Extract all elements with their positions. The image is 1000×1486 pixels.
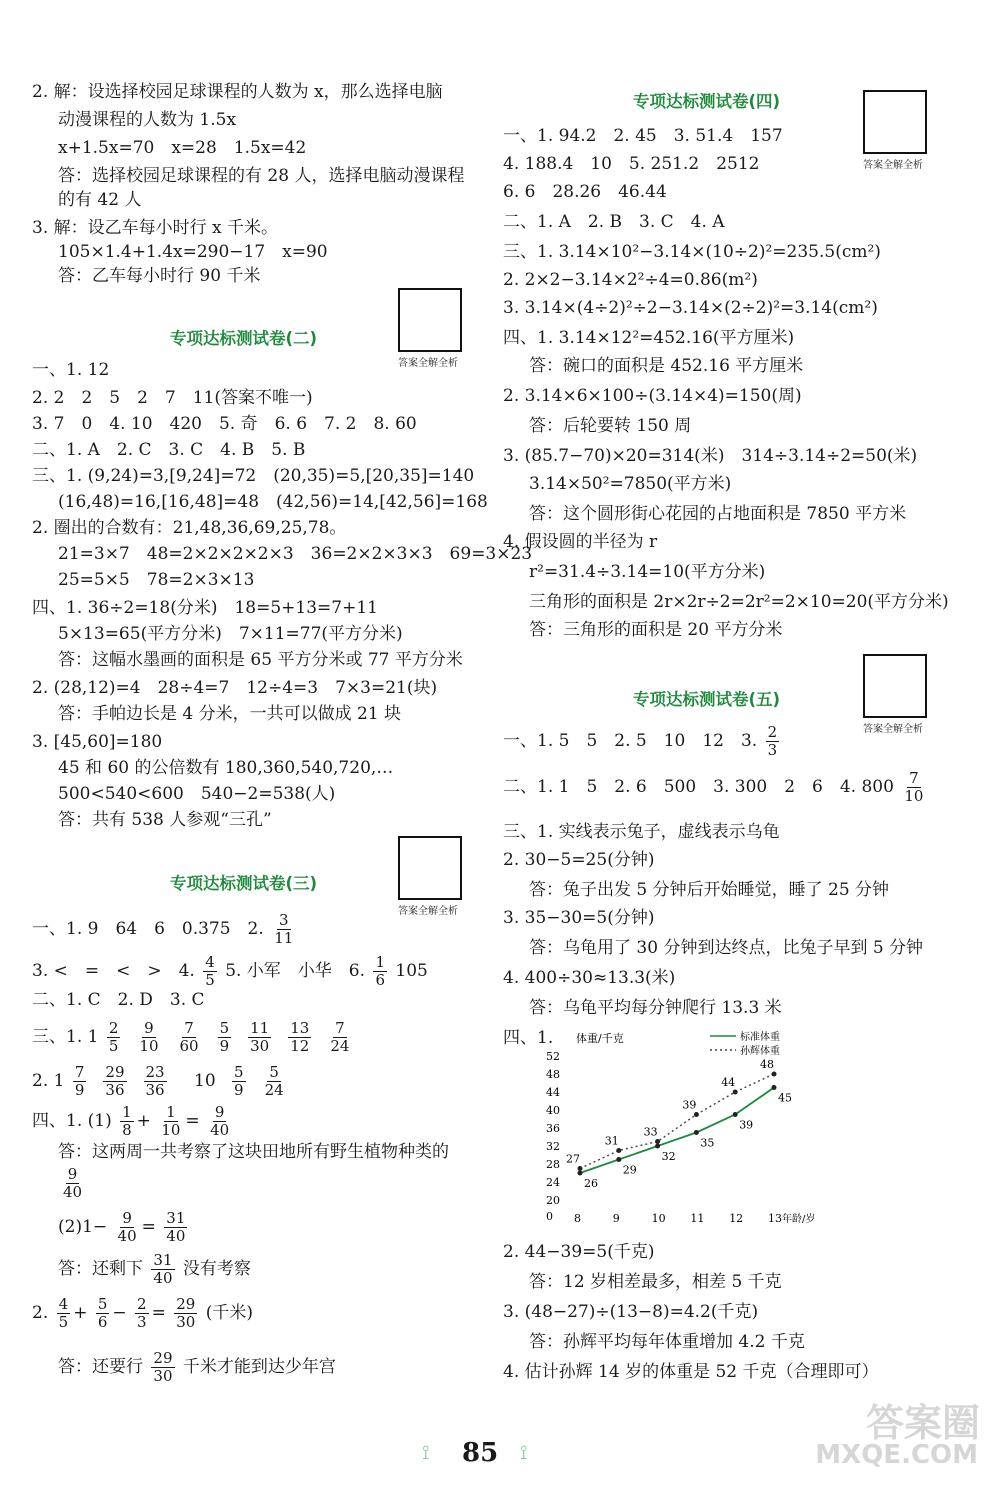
text-line: 3. 3.14×(4÷2)²÷2−3.14×(2÷2)²=3.14(cm²) bbox=[503, 298, 878, 318]
text-line: 答：共有 538 人参观“三孔” bbox=[58, 810, 272, 830]
data-label: 26 bbox=[584, 1177, 598, 1190]
watermark-url: MXQE.COM bbox=[815, 1440, 978, 1470]
data-label: 48 bbox=[760, 1058, 774, 1071]
text-line: 答：乌龟平均每分钟爬行 13.3 米 bbox=[529, 998, 782, 1018]
data-point bbox=[733, 1112, 738, 1117]
text-line: 答：12 岁相差最多，相差 5 千克 bbox=[529, 1272, 782, 1292]
text-line: 4. 估计孙辉 14 岁的体重是 52 千克（合理即可） bbox=[503, 1362, 879, 1382]
text-line: 答：手帕边长是 4 分米，一共可以做成 21 块 bbox=[58, 704, 402, 724]
fraction: $\frac{31}{40}$ bbox=[166, 1209, 186, 1245]
text-line: 2. $\frac{4}{5}$ + $\frac{5}{6}$ − $\frac{2}{3}$ = $\frac{29}{30}$ (千米) bbox=[32, 1295, 254, 1331]
text-line: 一、1. 5 5 2. 5 10 12 3. $\frac{2}{3}$ bbox=[503, 723, 778, 759]
text-line: 答：选择校园足球课程的有 28 人，选择电脑动漫课程 bbox=[58, 166, 465, 186]
fraction: $\frac{2}{3}$ bbox=[137, 1295, 147, 1331]
text-line: 答：还剩下 $\frac{31}{40}$ 没有考察 bbox=[58, 1251, 251, 1287]
qr-icon bbox=[863, 90, 927, 154]
data-label: 39 bbox=[739, 1118, 754, 1132]
fraction: $\frac{5}{24}$ bbox=[264, 1063, 284, 1099]
text-line: 的有 42 人 bbox=[58, 190, 142, 210]
text-line: 2. 解：设选择校园足球课程的人数为 x，那么选择电脑 bbox=[32, 82, 443, 102]
x-tick-label: 11 bbox=[690, 1212, 705, 1225]
text-line: 答：还要行 $\frac{29}{30}$ 千米才能到达少年宫 bbox=[58, 1349, 336, 1385]
data-point bbox=[772, 1085, 777, 1090]
y-tick-label: 20 bbox=[546, 1194, 560, 1207]
text-line: 4. 400÷30≈13.3(米) bbox=[503, 968, 676, 988]
fraction: $\frac{29}{30}$ bbox=[176, 1295, 196, 1331]
qr-code[interactable]: 答案全解全析 bbox=[863, 90, 927, 171]
fraction: $\frac{29}{30}$ bbox=[153, 1349, 173, 1385]
fraction: $\frac{1}{8}$ bbox=[122, 1103, 132, 1139]
x-tick-label: 12 bbox=[729, 1212, 744, 1225]
text-line: 3. < = < > 4. $\frac{4}{5}$ 5. 小军 小华 6. $\frac{1}{6}$ 105 bbox=[32, 953, 428, 989]
text-line: 二、1. 1 5 2. 6 500 3. 300 2 6 4. 800 $\frac{7}{10}$ bbox=[503, 769, 924, 805]
text-line: 21=3×7 48=2×2×2×2×3 36=2×2×3×3 69=3×23 bbox=[58, 544, 533, 564]
text-line: 答：孙辉平均每年体重增加 4.2 千克 bbox=[529, 1332, 805, 1352]
text-line: 2. 3.14×6×100÷(3.14×4)=150(周) bbox=[503, 386, 802, 406]
text-line: 四、1. (1) $\frac{1}{8}$ + $\frac{1}{10}$ = $\frac{9}{40}$ bbox=[32, 1103, 230, 1139]
legend-label: 标准体重 bbox=[740, 1032, 780, 1043]
data-label: 32 bbox=[661, 1150, 676, 1163]
x-tick-label: 8 bbox=[574, 1212, 581, 1225]
y-tick-label: 44 bbox=[546, 1086, 560, 1099]
text-line: 2. 2×2−3.14×2²÷4=0.86(m²) bbox=[503, 270, 758, 290]
text-line: 3. (85.7−70)×20=314(米) 314÷3.14÷2=50(米) bbox=[503, 446, 918, 466]
text-line: 动漫课程的人数为 1.5x bbox=[58, 110, 237, 130]
y-tick-label: 0 bbox=[546, 1210, 553, 1223]
text-line: 500<540<600 540−2=538(人) bbox=[58, 784, 336, 804]
data-point bbox=[772, 1072, 777, 1077]
leaf-decoration-icon: ⟟ bbox=[520, 1440, 528, 1464]
text-line: 三、1. (9,24)=3,[9,24]=72 (20,35)=5,[20,35]=140 bbox=[32, 466, 475, 486]
weight-line-chart bbox=[540, 1028, 830, 1238]
fraction: $\frac{5}{9}$ bbox=[219, 1019, 230, 1055]
text-line: 45 和 60 的公倍数有 180,360,540,720,… bbox=[58, 758, 394, 778]
text-line: 四、1. 3.14×12²=452.16(平方厘米) bbox=[503, 328, 795, 348]
text-line: 二、1. C 2. D 3. C bbox=[32, 990, 205, 1010]
text-line: 2. 圈出的合数有：21,48,36,69,25,78。 bbox=[32, 518, 347, 538]
data-point bbox=[733, 1090, 738, 1095]
fraction: $\frac{13}{12}$ bbox=[290, 1019, 310, 1055]
qr-code[interactable]: 答案全解全析 bbox=[398, 836, 462, 917]
leaf-decoration-icon: ⟟ bbox=[422, 1440, 430, 1464]
y-tick-label: 28 bbox=[546, 1158, 560, 1171]
section-title: 专项达标测试卷(四) bbox=[633, 92, 781, 111]
text-line: 答：后轮要转 150 周 bbox=[529, 416, 692, 436]
qr-icon bbox=[398, 836, 462, 900]
x-tick-label: 9 bbox=[612, 1212, 620, 1225]
page-number: 85 bbox=[462, 1438, 499, 1468]
text-line: 三、1. 实线表示兔子，虚线表示乌龟 bbox=[503, 822, 780, 842]
fraction: $\frac{9}{10}$ bbox=[139, 1019, 159, 1055]
data-point bbox=[616, 1157, 621, 1162]
data-point bbox=[655, 1144, 660, 1149]
text-line: 5×13=65(平方分米) 7×11=77(平方分米) bbox=[58, 624, 403, 644]
fraction: $\frac{3}{11}$ bbox=[274, 911, 294, 947]
data-point bbox=[694, 1130, 699, 1135]
text-line: 3. (48−27)÷(13−8)=4.2(千克) bbox=[503, 1302, 759, 1322]
data-label: 44 bbox=[721, 1076, 736, 1089]
legend-label: 孙辉体重 bbox=[740, 1046, 780, 1057]
section-title: 专项达标测试卷(三) bbox=[170, 874, 318, 893]
text-line: 答：乌龟用了 30 分钟到达终点，比兔子早到 5 分钟 bbox=[529, 938, 924, 958]
x-tick-label: 10 bbox=[651, 1212, 666, 1225]
fraction: $\frac{5}{6}$ bbox=[97, 1295, 108, 1331]
fraction: $\frac{4}{5}$ bbox=[205, 953, 215, 989]
text-line: 2. 1 $\frac{7}{9}$ $\frac{29}{36}$ $\frac{23}{36}$ 10 $\frac{5}{9}$ $\frac{5}{24}$ bbox=[32, 1063, 284, 1099]
qr-icon bbox=[863, 654, 927, 718]
qr-icon bbox=[398, 288, 462, 352]
y-tick-label: 36 bbox=[546, 1122, 560, 1135]
text-line: 一、1. 12 bbox=[32, 360, 110, 380]
y-tick-label: 24 bbox=[546, 1176, 560, 1189]
data-label: 35 bbox=[700, 1136, 715, 1150]
fraction: $\frac{9}{40}$ bbox=[117, 1209, 137, 1245]
text-line: (16,48)=16,[16,48]=48 (42,56)=14,[42,56]=168 bbox=[58, 492, 488, 512]
fraction: $\frac{11}{30}$ bbox=[250, 1019, 270, 1055]
data-point bbox=[616, 1148, 621, 1153]
data-point bbox=[655, 1139, 660, 1144]
y-tick-label: 52 bbox=[546, 1050, 560, 1063]
fraction: $\frac{1}{6}$ bbox=[375, 953, 385, 989]
chart-legend bbox=[710, 1030, 780, 1057]
text-line: 一、1. 94.2 2. 45 3. 51.4 157 bbox=[503, 126, 783, 146]
text-line: 三、1. 3.14×10²−3.14×(10÷2)²=235.5(cm²) bbox=[503, 242, 881, 262]
text-line: 答：三角形的面积是 20 平方分米 bbox=[529, 620, 783, 640]
text-line: 6. 6 28.26 46.44 bbox=[503, 182, 667, 202]
fraction: $\frac{31}{40}$ bbox=[153, 1251, 173, 1287]
text-line: 答：这幅水墨画的面积是 65 平方分米或 77 平方分米 bbox=[58, 650, 463, 670]
data-label: 39 bbox=[682, 1098, 697, 1112]
fraction: $\frac{7}{24}$ bbox=[330, 1019, 350, 1055]
section-title: 专项达标测试卷(五) bbox=[633, 690, 781, 709]
text-line: 4. 假设圆的半径为 r bbox=[503, 532, 658, 552]
fraction: $\frac{2}{5}$ bbox=[108, 1019, 119, 1055]
text-line: 105×1.4+1.4x=290−17 x=90 bbox=[58, 242, 328, 262]
x-axis-label: 年龄/岁 bbox=[782, 1214, 816, 1225]
section-title: 专项达标测试卷(二) bbox=[170, 329, 318, 348]
text-line: r²=31.4÷3.14=10(平方分米) bbox=[529, 562, 766, 582]
data-point bbox=[694, 1112, 699, 1117]
fraction: $\frac{29}{36}$ bbox=[105, 1063, 125, 1099]
text-line: 3. 35−30=5(分钟) bbox=[503, 908, 655, 928]
text-line: 2. (28,12)=4 28÷4=7 12÷4=3 7×3=21(块) bbox=[32, 678, 438, 698]
fraction: $\frac{1}{10}$ bbox=[161, 1103, 181, 1139]
y-tick-label: 48 bbox=[546, 1068, 560, 1081]
text-line: 答：乙车每小时行 90 千米 bbox=[58, 266, 261, 286]
y-tick-label: 32 bbox=[546, 1140, 560, 1153]
text-line: 2. 30−5=25(分钟) bbox=[503, 850, 655, 870]
text-line: x+1.5x=70 x=28 1.5x=42 bbox=[58, 138, 307, 158]
text-line: 3.14×50²=7850(平方米) bbox=[529, 474, 732, 494]
qr-code[interactable]: 答案全解全析 bbox=[398, 288, 462, 369]
text-line: 三角形的面积是 2r×2r÷2=2r²=2×10=20(平方分米) bbox=[529, 592, 949, 612]
text-line: 一、1. 9 64 6 0.375 2. $\frac{3}{11}$ bbox=[32, 911, 294, 947]
text-line: 3. [45,60]=180 bbox=[32, 732, 163, 752]
text-line: 二、1. A 2. B 3. C 4. A bbox=[503, 212, 725, 232]
watermark-logo: 答案圈 bbox=[865, 1401, 980, 1445]
text-line: (2)1− $\frac{9}{40}$ = $\frac{31}{40}$ bbox=[58, 1209, 186, 1245]
text-line: 答：这个圆形街心花园的占地面积是 7850 平方米 bbox=[529, 504, 907, 524]
text-line: 二、1. A 2. C 3. C 4. B 5. B bbox=[32, 440, 306, 460]
y-axis-label: 体重/千克 bbox=[576, 1032, 624, 1045]
text-line: 四、1. 36÷2=18(分米) 18=5+13=7+11 bbox=[32, 598, 378, 618]
fraction: $\frac{7}{9}$ bbox=[74, 1063, 85, 1099]
text-line: 3. 解：设乙车每小时行 x 千米。 bbox=[32, 218, 279, 238]
data-label: 31 bbox=[604, 1134, 619, 1148]
text-line: 四、1. bbox=[503, 1028, 554, 1048]
chart-series bbox=[566, 1058, 792, 1190]
text-line: 答：碗口的面积是 452.16 平方厘米 bbox=[529, 356, 804, 376]
text-line: 答：兔子出发 5 分钟后开始睡觉，睡了 25 分钟 bbox=[529, 880, 890, 900]
fraction: $\frac{7}{60}$ bbox=[179, 1019, 199, 1055]
fraction: $\frac{23}{36}$ bbox=[145, 1063, 165, 1099]
data-point bbox=[578, 1171, 583, 1176]
text-line: 2. 2 2 5 2 7 11(答案不唯一) bbox=[32, 388, 313, 408]
data-label: 27 bbox=[566, 1152, 580, 1166]
qr-code[interactable]: 答案全解全析 bbox=[863, 654, 927, 735]
data-point bbox=[578, 1166, 583, 1171]
data-label: 29 bbox=[622, 1163, 637, 1177]
fraction: $\frac{7}{10}$ bbox=[904, 769, 924, 805]
y-tick-label: 40 bbox=[546, 1104, 560, 1117]
fraction: $\frac{2}{3}$ bbox=[767, 723, 778, 759]
x-tick-label: 13 bbox=[768, 1212, 782, 1225]
text-line: 25=5×5 78=2×3×13 bbox=[58, 570, 255, 590]
text-line bbox=[32, 1166, 87, 1201]
fraction: $\frac{9}{40}$ bbox=[210, 1103, 230, 1139]
text-line: 答：这两周一共考察了这块田地所有野生植物种类的 bbox=[58, 1142, 449, 1162]
chart-axes bbox=[546, 1031, 815, 1225]
fraction: $\frac{9}{40}$ bbox=[63, 1165, 83, 1201]
text-line: 3. 7 0 4. 10 420 5. 奇 6. 6 7. 2 8. 60 bbox=[32, 414, 417, 434]
data-label: 33 bbox=[643, 1125, 658, 1139]
text-line: 2. 44−39=5(千克) bbox=[503, 1242, 655, 1262]
data-label: 45 bbox=[778, 1091, 792, 1105]
fraction: $\frac{5}{9}$ bbox=[234, 1063, 244, 1099]
text-line: 4. 188.4 10 5. 251.2 2512 bbox=[503, 154, 760, 174]
fraction: $\frac{4}{5}$ bbox=[58, 1295, 69, 1331]
text-line: 三、1. 1 $\frac{2}{5}$ $\frac{9}{10}$ $\frac{7}{60}$ $\frac{5}{9}$ $\frac{11}{30}$ $\frac{13}{12}$ $\frac{7}{24}$ bbox=[32, 1019, 350, 1055]
